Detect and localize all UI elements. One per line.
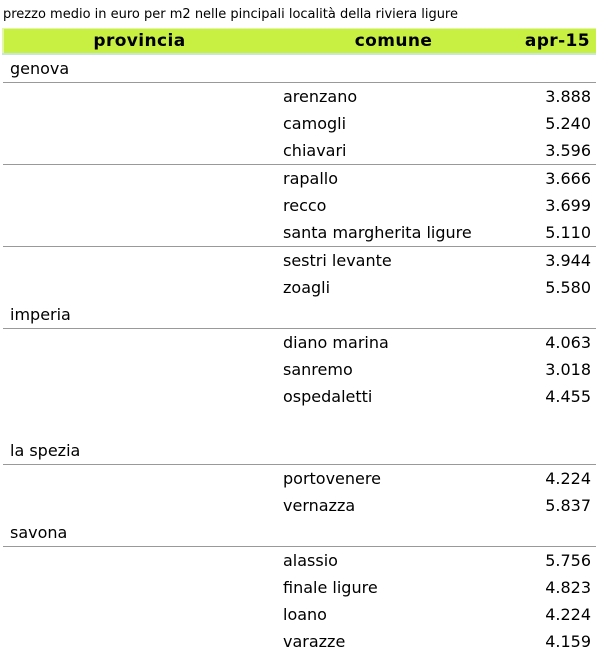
price-cell: 4.455	[545, 387, 591, 406]
price-cell: 4.159	[545, 632, 591, 651]
provincia-cell	[3, 574, 275, 601]
price-cell	[512, 54, 596, 83]
data-row	[3, 137, 596, 165]
price-cell: 3.666	[545, 169, 591, 188]
comune-cell: sestri levante	[283, 251, 392, 270]
price-cell	[512, 301, 596, 329]
price-table	[2, 28, 596, 655]
provincia-cell: imperia	[3, 301, 275, 329]
price-cell: 5.837	[545, 496, 591, 515]
comune-cell: diano marina	[283, 333, 389, 352]
price-cell: 5.580	[545, 278, 591, 297]
comune-cell: portovenere	[283, 469, 381, 488]
data-row	[3, 329, 596, 357]
comune-cell	[275, 519, 512, 547]
provincia-cell: genova	[3, 54, 275, 83]
data-row	[3, 274, 596, 301]
data-row	[3, 492, 596, 519]
data-row	[3, 547, 596, 575]
table-header-row	[3, 29, 596, 55]
header-apr-15: apr-15	[512, 29, 596, 55]
comune-cell	[275, 410, 512, 437]
header-provincia: provincia	[3, 29, 275, 55]
data-row	[3, 165, 596, 193]
comune-cell: rapallo	[283, 169, 339, 188]
comune-cell: sanremo	[283, 360, 353, 379]
provincia-cell	[3, 492, 275, 519]
price-cell	[512, 519, 596, 547]
comune-cell: vernazza	[283, 496, 356, 515]
provincia-cell	[3, 192, 275, 219]
provincia-cell	[3, 329, 275, 357]
data-row	[3, 574, 596, 601]
price-cell	[512, 410, 596, 437]
data-row	[3, 356, 596, 383]
price-cell	[512, 437, 596, 465]
page-title: prezzo medio in euro per m2 nelle pincipali località della riviera ligure	[3, 7, 458, 22]
price-cell: 4.224	[545, 469, 591, 488]
comune-cell	[275, 437, 512, 465]
group-row-savona	[3, 519, 596, 547]
header-comune: comune	[275, 29, 512, 55]
price-cell: 4.823	[545, 578, 591, 597]
comune-cell: finale ligure	[283, 578, 378, 597]
price-cell: 5.240	[545, 114, 591, 133]
provincia-cell	[3, 410, 275, 437]
data-row	[3, 383, 596, 410]
data-row	[3, 192, 596, 219]
price-cell: 4.063	[545, 333, 591, 352]
group-row-la-spezia	[3, 437, 596, 465]
provincia-cell: savona	[3, 519, 275, 547]
price-cell: 4.224	[545, 605, 591, 624]
comune-cell: santa margherita ligure	[275, 219, 512, 247]
group-row-genova	[3, 54, 596, 83]
comune-cell: arenzano	[283, 87, 358, 106]
price-cell: 3.944	[545, 251, 591, 270]
data-row	[3, 219, 596, 247]
price-cell: 3.888	[545, 87, 591, 106]
comune-cell	[275, 54, 512, 83]
data-row	[3, 83, 596, 111]
data-row	[3, 110, 596, 137]
comune-cell: recco	[283, 196, 327, 215]
provincia-cell	[3, 219, 275, 247]
data-row	[3, 601, 596, 628]
comune-cell: varazze	[283, 632, 346, 651]
provincia-cell	[3, 601, 275, 628]
price-cell: 5.756	[545, 551, 591, 570]
provincia-cell	[3, 628, 275, 655]
comune-cell: chiavari	[275, 137, 512, 165]
data-row	[3, 628, 596, 655]
provincia-cell	[3, 383, 275, 410]
provincia-cell	[3, 274, 275, 301]
comune-cell: ospedaletti	[283, 387, 373, 406]
price-cell: 3.699	[545, 196, 591, 215]
price-cell: 3.596	[512, 137, 596, 165]
empty-row	[3, 410, 596, 437]
provincia-cell	[3, 165, 275, 193]
price-cell: 5.110	[512, 219, 596, 247]
price-cell: 3.018	[545, 360, 591, 379]
provincia-cell	[3, 465, 275, 493]
provincia-cell: la spezia	[3, 437, 275, 465]
data-row	[3, 247, 596, 275]
provincia-cell	[3, 547, 275, 575]
group-row-imperia	[3, 301, 596, 329]
provincia-cell	[3, 137, 275, 165]
provincia-cell	[3, 110, 275, 137]
provincia-cell	[3, 83, 275, 111]
provincia-cell	[3, 247, 275, 275]
comune-cell: alassio	[283, 551, 338, 570]
comune-cell: loano	[283, 605, 327, 624]
comune-cell	[275, 301, 512, 329]
comune-cell: camogli	[283, 114, 347, 133]
provincia-cell	[3, 356, 275, 383]
comune-cell: zoagli	[283, 278, 331, 297]
data-row	[3, 465, 596, 493]
